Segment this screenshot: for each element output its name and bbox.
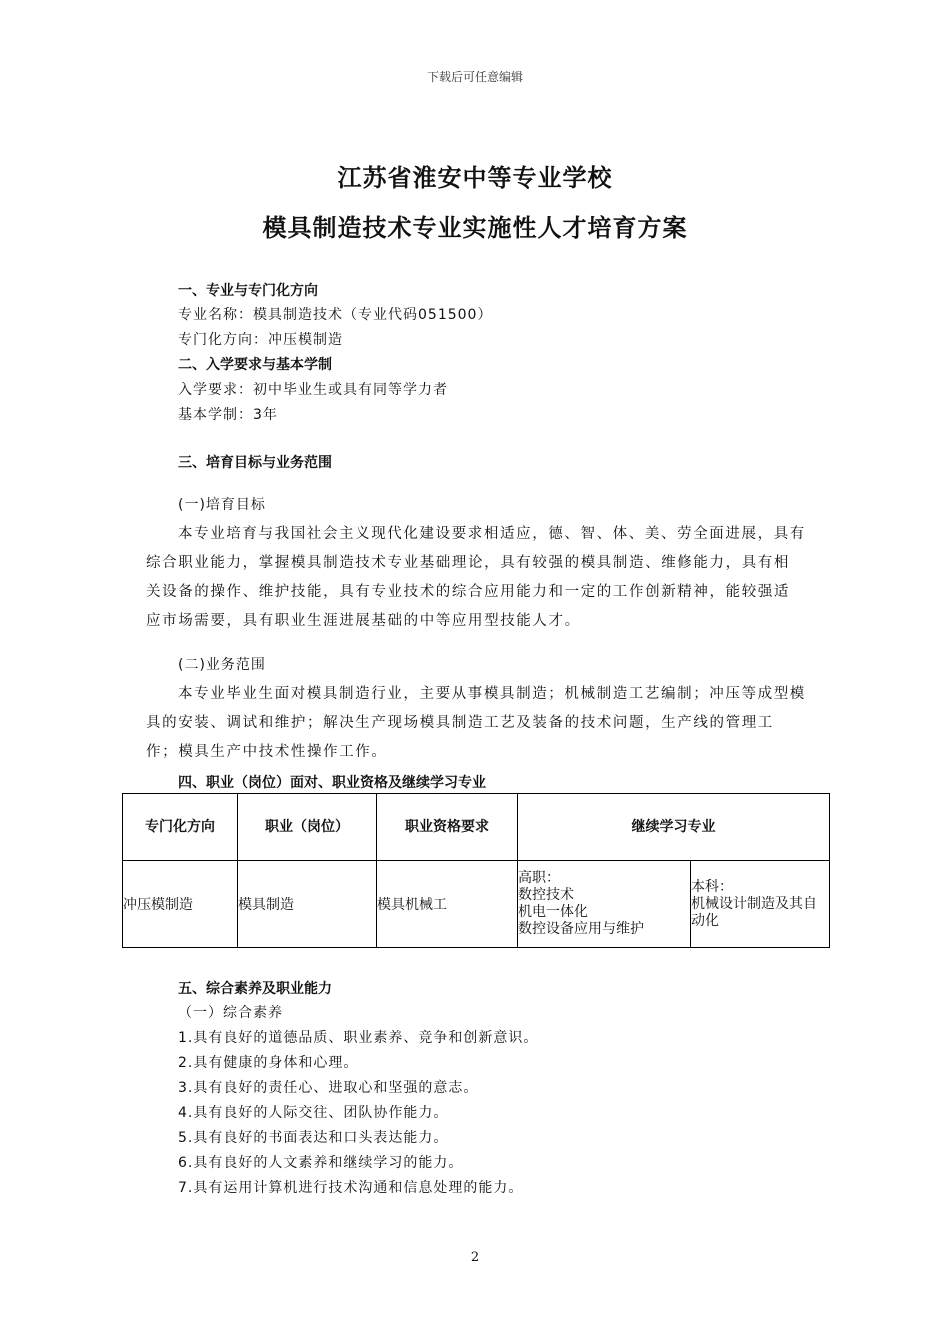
table-row [123, 861, 830, 948]
table-header-qualification: 职业资格要求 [377, 794, 518, 861]
table-cell-qualification: 模具机械工 [377, 861, 518, 948]
bachelor-label: 本科： [691, 878, 733, 895]
table-header-further-study: 继续学习专业 [518, 794, 830, 861]
table-cell-higher-vocational [518, 861, 691, 948]
page-header: 下载后可任意编辑 [426, 70, 523, 84]
list-item: 2.具有健康的身体和心理。 [178, 1055, 359, 1071]
bachelor-item: 机械设计制造及其自动化 [691, 895, 817, 929]
section-5-heading: 五、综合素养及职业能力 [178, 981, 332, 997]
section-4-heading: 四、职业（岗位）面对、职业资格及继续学习专业 [178, 775, 486, 791]
section-3-heading: 三、培育目标与业务范围 [178, 455, 332, 471]
training-goal-subheading: (一)培育目标 [178, 497, 266, 513]
comprehensive-quality-subheading: （一）综合素养 [178, 1005, 283, 1021]
list-item: 7.具有运用计算机进行技术沟通和信息处理的能力。 [178, 1180, 524, 1196]
list-item: 6.具有良好的人文素养和继续学习的能力。 [178, 1155, 464, 1171]
entry-requirement: 入学要求：初中毕业生或具有同等学力者 [178, 382, 448, 398]
section-1-heading: 一、专业与专门化方向 [178, 283, 318, 299]
higher-vocational-item: 机电一体化 [518, 904, 588, 920]
training-goal-paragraph: 本专业培育与我国社会主义现代化建设要求相适应，德、智、体、美、劳全面进展，具有综合职业能力，掌握模具制造技术专业基础理论，具有较强的模具制造、维修能力，具有相关设备的操作、维护技能，具有专业技术的综合应用能力和一定的工作创新精神，能较强适应市场需要，具有职业生涯进展基础的中等应用型技能人才。 [146, 526, 806, 629]
major-direction: 专门化方向：冲压模制造 [178, 332, 343, 348]
higher-vocational-item: 数控设备应用与维护 [518, 921, 644, 937]
table-header-direction: 专门化方向 [123, 794, 238, 861]
section-2-heading: 二、入学要求与基本学制 [178, 357, 332, 373]
table-cell-job: 模具制造 [238, 861, 377, 948]
title-plan: 模具制造技术专业实施性人才培育方案 [262, 214, 688, 242]
higher-vocational-label: 高职： [518, 870, 560, 886]
table-header-job: 职业（岗位） [238, 794, 377, 861]
table-cell-bachelor [691, 861, 830, 948]
list-item: 1.具有良好的道德品质、职业素养、竞争和创新意识。 [178, 1030, 539, 1046]
business-scope-subheading: (二)业务范围 [178, 657, 266, 673]
business-scope-paragraph: 本专业毕业生面对模具制造行业，主要从事模具制造；机械制造工艺编制；冲压等成型模具的安装、调试和维护；解决生产现场模具制造工艺及装备的技术问题，生产线的管理工作；模具生产中技术性操作工作。 [146, 686, 806, 760]
list-item: 5.具有良好的书面表达和口头表达能力。 [178, 1130, 449, 1146]
career-table [122, 793, 830, 948]
title-school: 江苏省淮安中等专业学校 [337, 164, 613, 192]
page-number: 2 [470, 1250, 480, 1265]
major-name: 专业名称：模具制造技术（专业代码051500） [178, 307, 493, 323]
list-item: 4.具有良好的人际交往、团队协作能力。 [178, 1105, 449, 1121]
higher-vocational-item: 数控技术 [518, 887, 574, 903]
study-duration: 基本学制：3年 [178, 407, 278, 423]
table-cell-direction: 冲压模制造 [123, 861, 238, 948]
list-item: 3.具有良好的责任心、进取心和坚强的意志。 [178, 1080, 479, 1096]
